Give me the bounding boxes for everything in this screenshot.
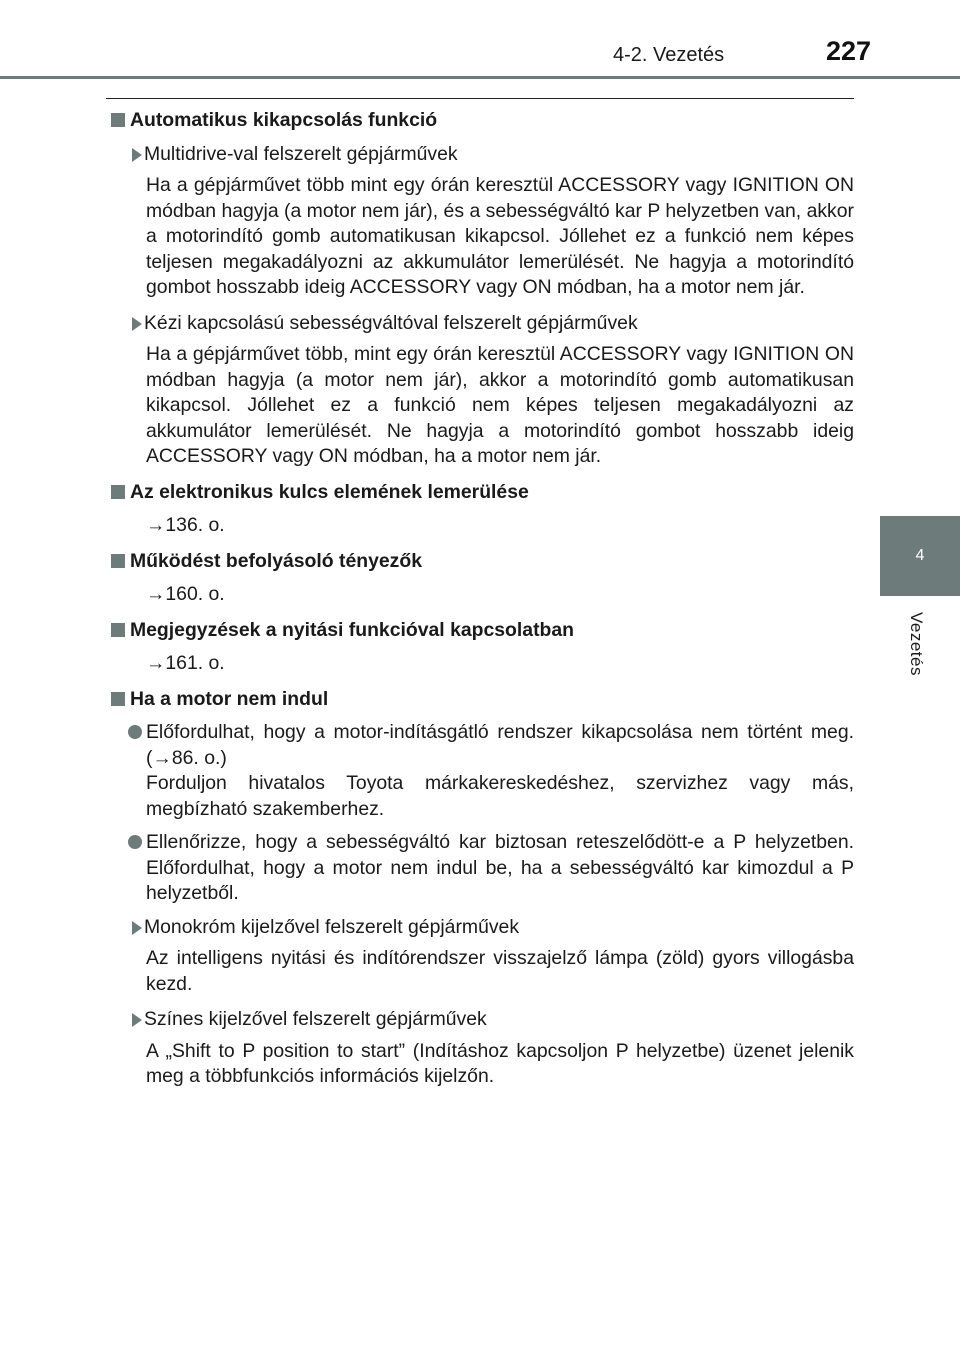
- paragraph-monochrome: Az intelligens nyitási és indítórendszer visszajelző lámpa (zöld) gyors villogásba kezd.: [146, 947, 854, 995]
- circle-bullet-icon: [128, 725, 142, 739]
- triangle-bullet-icon: [132, 1013, 142, 1027]
- page-ref-161[interactable]: →161. o.: [146, 652, 225, 674]
- section-reference: 4-2. Vezetés: [613, 44, 725, 66]
- bullet-immobilizer: Előfordulhat, hogy a motor-indításgátló rendszer kikapcsolása nem történt meg. (→86. o.) Forduljon hivatalos Toyota márkakereskedéshez, szervizhez vagy más, megbízható szakemberhez.: [106, 720, 854, 822]
- bullet-shift-lever: Ellenőrizze, hogy a sebességváltó kar biztosan reteszelődött-e a P helyzetben. Előfordulhat, hogy a motor nem indul be, ha a sebességváltó kar kimozdul a P helyzetből.: [106, 830, 854, 907]
- section-heading-notes: Megjegyzések a nyitási funkcióval kapcsolatban: [106, 618, 854, 644]
- subheading-multidrive: Multidrive-val felszerelt gépjárművek: [106, 142, 854, 168]
- header-rule: [0, 76, 960, 79]
- page-ref-160[interactable]: →160. o.: [146, 583, 225, 605]
- square-bullet-icon: [111, 485, 125, 499]
- triangle-bullet-icon: [132, 317, 142, 331]
- square-bullet-icon: [111, 623, 125, 637]
- square-bullet-icon: [111, 692, 125, 706]
- chapter-label: Vezetés: [907, 612, 926, 676]
- section-heading-no-start: Ha a motor nem indul: [106, 687, 854, 713]
- section-heading-auto-off: Automatikus kikapcsolás funkció: [106, 108, 854, 134]
- subheading-manual: Kézi kapcsolású sebességváltóval felszerelt gépjárművek: [106, 311, 854, 337]
- subheading-monochrome: Monokróm kijelzővel felszerelt gépjárművek: [106, 915, 854, 941]
- section-heading-factors: Működést befolyásoló tényezők: [106, 549, 854, 575]
- paragraph-color-display: A „Shift to P position to start” (Indításhoz kapcsoljon P helyzetbe) üzenet jelenik meg a többfunkciós információs kijelzőn.: [146, 1039, 854, 1087]
- square-bullet-icon: [111, 113, 125, 127]
- page-ref-136[interactable]: →136. o.: [146, 514, 225, 536]
- section-heading-battery: Az elektronikus kulcs elemének lemerülése: [106, 480, 854, 506]
- paragraph-multidrive: Ha a gépjárművet több mint egy órán keresztül ACCESSORY vagy IGNITION ON módban hagyja (a motor nem jár), és a sebességváltó kar P helyzetben van, akkor a motorindító gomb automatikusan kikapcsol. Jóllehet ez a funkció nem képes teljesen megakadályozni az akkumulátor lemerülését. Ne hagyja a motorindító gombot hosszabb ideig ACCESSORY vagy ON módban, ha a motor nem jár.: [146, 174, 854, 298]
- paragraph-manual: Ha a gépjárművet több, mint egy órán keresztül ACCESSORY vagy IGNITION ON módban hagyja (a motor nem jár), akkor a motorindító gomb automatikusan kikapcsol. Jóllehet ez a funkció nem képes teljesen megakadályozni az akkumulátor lemerülését. Ne hagyja a motorindító gombot hosszabb ideig ACCESSORY vagy ON módban, ha a motor nem jár.: [146, 343, 854, 467]
- square-bullet-icon: [111, 554, 125, 568]
- page-number: 227: [826, 36, 872, 66]
- content-top-rule: [106, 98, 854, 99]
- subheading-color-display: Színes kijelzővel felszerelt gépjárművek: [106, 1007, 854, 1033]
- circle-bullet-icon: [128, 835, 142, 849]
- triangle-bullet-icon: [132, 921, 142, 935]
- page-content: [106, 108, 854, 1100]
- chapter-tab[interactable]: [880, 516, 960, 596]
- chapter-number: 4: [915, 547, 925, 564]
- triangle-bullet-icon: [132, 148, 142, 162]
